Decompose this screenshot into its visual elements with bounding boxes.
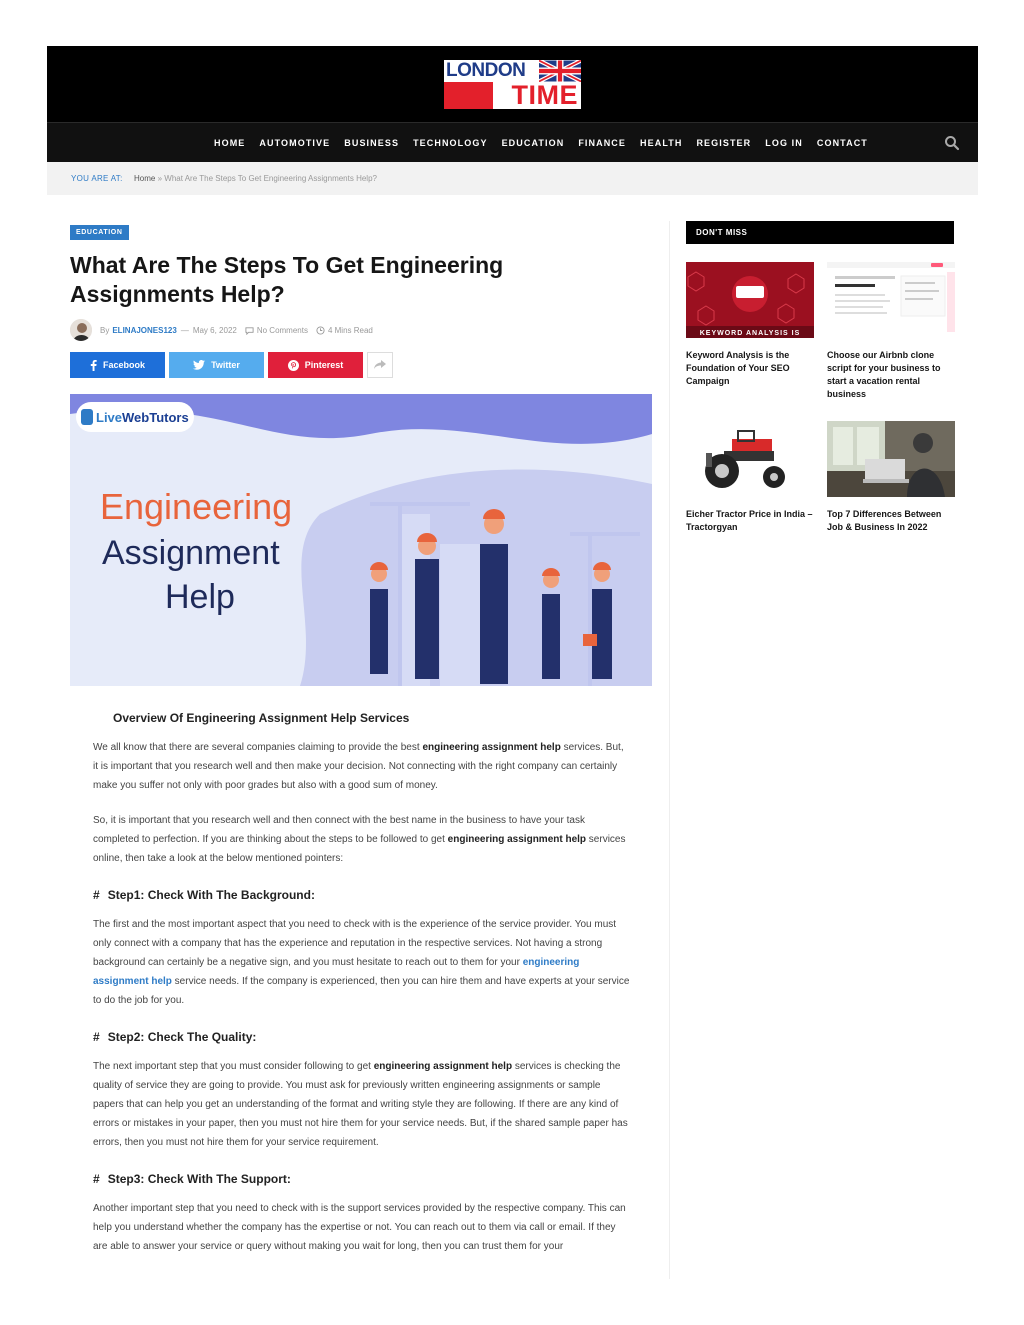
breadcrumb-home-link[interactable]: Home: [134, 174, 156, 183]
site-header: [47, 46, 978, 195]
comments-link[interactable]: No Comments: [256, 325, 308, 335]
nav-list: [207, 123, 875, 163]
step2-heading: # Step2: Check The Quality:: [93, 1030, 257, 1044]
thumb-caption: KEYWORD ANALYSIS IS: [699, 330, 801, 337]
share-facebook-label: Facebook: [102, 360, 145, 370]
twitter-icon: [193, 360, 205, 370]
keyword-bold: engineering assignment help: [447, 834, 587, 845]
breadcrumb-current: What Are The Steps To Get Engineering Assignments Help?: [164, 174, 377, 183]
sidebar-post-title[interactable]: Keyword Analysis is the Foundation of Your SEO Campaign: [686, 350, 790, 386]
column-divider: [669, 221, 670, 1279]
sidebar-post[interactable]: [686, 262, 814, 388]
article: [70, 221, 652, 1256]
nav-login[interactable]: LOG IN: [765, 138, 803, 148]
widget-title: DON'T MISS: [686, 221, 954, 244]
breadcrumb: [47, 162, 978, 195]
featured-image: [70, 394, 652, 686]
nav-business[interactable]: BUSINESS: [344, 138, 400, 148]
step3-heading: # Step3: Check With The Support:: [93, 1172, 291, 1186]
read-time: 4 Mins Read: [327, 325, 373, 335]
logo-word-time: TIME: [511, 80, 578, 110]
share-bar: [70, 352, 652, 378]
share-more-button[interactable]: [367, 352, 393, 378]
featured-illustration: [70, 394, 652, 686]
nav-education[interactable]: EDUCATION: [501, 138, 565, 148]
post-thumbnail[interactable]: [686, 262, 814, 338]
nav-health[interactable]: HEALTH: [640, 138, 683, 148]
keyword-bold: engineering assignment help: [373, 1061, 513, 1072]
sidebar-post-title[interactable]: Choose our Airbnb clone script for your business to start a vacation rental business: [827, 350, 941, 399]
nav-register[interactable]: REGISTER: [696, 138, 752, 148]
keyword-bold: engineering assignment help: [422, 742, 561, 753]
breadcrumb-path: [134, 162, 377, 195]
hero-line-engineering: Engineering: [100, 486, 293, 527]
meta-dash: —: [180, 325, 189, 335]
dont-miss-posts: [686, 262, 954, 552]
logo-bottom: [444, 82, 581, 109]
nav-home[interactable]: HOME: [214, 138, 246, 148]
share-icon: [374, 360, 386, 370]
paragraph-intro: We all know that there are several companies claiming to provide the best engineering assignment help services. But, it is important that you research well and then make your decision. Not connecting with the right company can certainly make you suffer not only with poor grades but also with a good sum of money.: [93, 742, 624, 791]
union-jack-icon: [539, 60, 581, 82]
share-pinterest-button[interactable]: [268, 352, 363, 378]
site-logo[interactable]: [444, 60, 581, 109]
share-twitter-label: Twitter: [211, 360, 240, 370]
engineering-assignment-help-link[interactable]: engineering assignment help: [93, 957, 580, 987]
sidebar-post-title[interactable]: Eicher Tractor Price in India – Tractorgyan: [686, 509, 813, 532]
comment-icon: [245, 326, 254, 335]
step1-heading: # Step1: Check With The Background:: [93, 888, 315, 902]
sidebar: [686, 221, 954, 552]
paragraph-step2: The next important step that you must consider following to get engineering assignment help services is checking the quality of service they are going to provide. You must ask for previously written engineering assignments or sample papers that can help you get an understanding of the format and writing style they are following. If there are any kind of errors or mistakes in your paper, then you must not hire them for your service needs. But, if the shared sample paper has errors, then you must not hire them for your service requirement.: [93, 1061, 628, 1148]
author-link[interactable]: ELINAJONES123: [112, 325, 177, 335]
category-badge[interactable]: EDUCATION: [70, 225, 129, 240]
nav-contact[interactable]: CONTACT: [816, 138, 868, 148]
post-thumbnail[interactable]: [827, 421, 955, 497]
hero-brand: LiveWebTutors: [96, 410, 189, 425]
nav-finance[interactable]: FINANCE: [578, 138, 627, 148]
nav-technology[interactable]: TECHNOLOGY: [413, 138, 488, 148]
share-twitter-button[interactable]: [169, 352, 264, 378]
paragraph-research: So, it is important that you research well and then connect with the best name in the business to have your task completed to perfection. If you are thinking about the steps to be followed to get engineering assignment help services online, then take a look at the below mentioned pointers:: [93, 815, 626, 864]
sidebar-post[interactable]: [827, 262, 955, 401]
nav-automotive[interactable]: AUTOMOTIVE: [259, 138, 331, 148]
meta-by: By: [100, 325, 110, 335]
page-title: What Are The Steps To Get Engineering Assignments Help?: [70, 252, 504, 307]
sidebar-post-title[interactable]: Top 7 Differences Between Job & Business In 2022: [827, 509, 942, 532]
logo-top: [444, 60, 581, 82]
main-navigation: [47, 122, 978, 162]
sidebar-post[interactable]: [827, 421, 955, 534]
paragraph-step1: The first and the most important aspect that you need to check with is the experience of the service provider. You must only connect with a company that has the experience and reputation in the respective services. Not having a strong background can certainly be a negative sign, and you must hesitate to reach out to them for your engineering assignment help service needs. If the company is experienced, then you can hire them and have experts at your service to do the job for you.: [93, 919, 630, 1006]
share-facebook-button[interactable]: [70, 352, 165, 378]
clock-icon: [316, 326, 325, 335]
logo-word-london: LONDON: [446, 60, 526, 81]
logo-time-box: [493, 82, 581, 109]
sidebar-post[interactable]: [686, 421, 814, 534]
post-thumbnail[interactable]: [827, 262, 955, 338]
post-thumbnail[interactable]: [686, 421, 814, 497]
share-pinterest-label: Pinterest: [304, 360, 344, 370]
hero-line-help: Help: [165, 578, 235, 616]
post-meta: [70, 319, 652, 341]
article-content: [70, 709, 630, 1256]
avatar[interactable]: [70, 319, 92, 341]
header-top: [47, 46, 978, 122]
hero-line-assignment: Assignment: [102, 534, 280, 572]
breadcrumb-label: YOU ARE AT:: [71, 174, 123, 183]
overview-heading: Overview Of Engineering Assignment Help Services: [113, 711, 410, 725]
breadcrumb-separator: »: [157, 174, 163, 183]
paragraph-step3: Another important step that you need to check with is the support services provided by the respective company. This can help you understand whether the company has the expertise or not. You can reach out to them via call or email. If they are able to answer your service or query without making you wait for long, then you can trust them for your: [93, 1203, 626, 1252]
pinterest-icon: [288, 360, 299, 371]
facebook-icon: [90, 360, 97, 371]
post-date: May 6, 2022: [192, 325, 237, 335]
search-icon[interactable]: [944, 135, 960, 151]
